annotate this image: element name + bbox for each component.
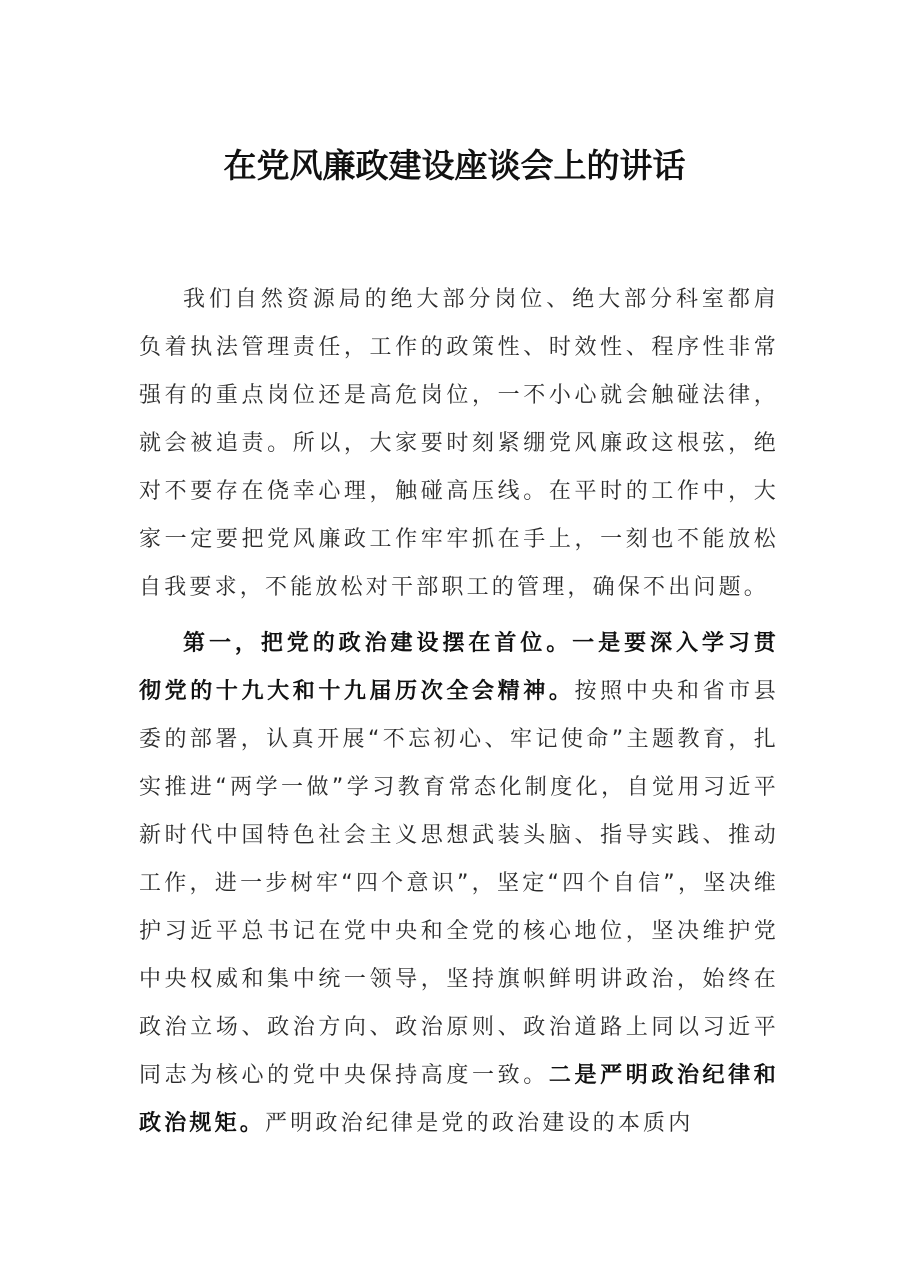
bold-heading-second: 二是严明政治纪律和政治规矩。	[139, 1063, 779, 1136]
paragraph-first-point	[139, 620, 779, 1148]
paragraph-intro: 我们自然资源局的绝大部分岗位、绝大部分科室都肩负着执法管理责任，工作的政策性、时效性、程序性非常强有的重点岗位还是高危岗位，一不小心就会触碰法律，就会被追责。所以，大家要时刻紧绷党风廉政这根弦，绝对不要存在侥幸心理，触碰高压线。在平时的工作中，大家一定要把党风廉政工作牢牢抓在手上，一刻也不能放松自我要求，不能放松对干部职工的管理，确保不出问题。	[139, 287, 779, 600]
document-title: 在党风廉政建设座谈会上的讲话	[223, 146, 686, 185]
paragraph-text-first: 按照中央和省市县委的部署，认真开展“不忘初心、牢记使命”主题教育，扎实推进“两学一做”学习教育常态化制度化，自觉用习近平新时代中国特色社会主义思想武装头脑、指导实践、推动工作，进一步树牢“四个意识”，坚定“四个自信”，坚决维护习近平总书记在党中央和全党的核心地位，坚决维护党中央权威和集中统一领导，坚持旗帜鲜明讲政治，始终在政治立场、政治方向、政治原则、政治道路上同以习近平同志为核心的党中央保持高度一致。	[139, 679, 779, 1088]
bold-heading-first: 第一，把党的政治建设摆在首位。一是要深入学习贯彻党的十九大和十九届历次全会精神。	[139, 631, 779, 704]
paragraph-text-second: 严明政治纪律是党的政治建设的本质内	[265, 1111, 694, 1136]
